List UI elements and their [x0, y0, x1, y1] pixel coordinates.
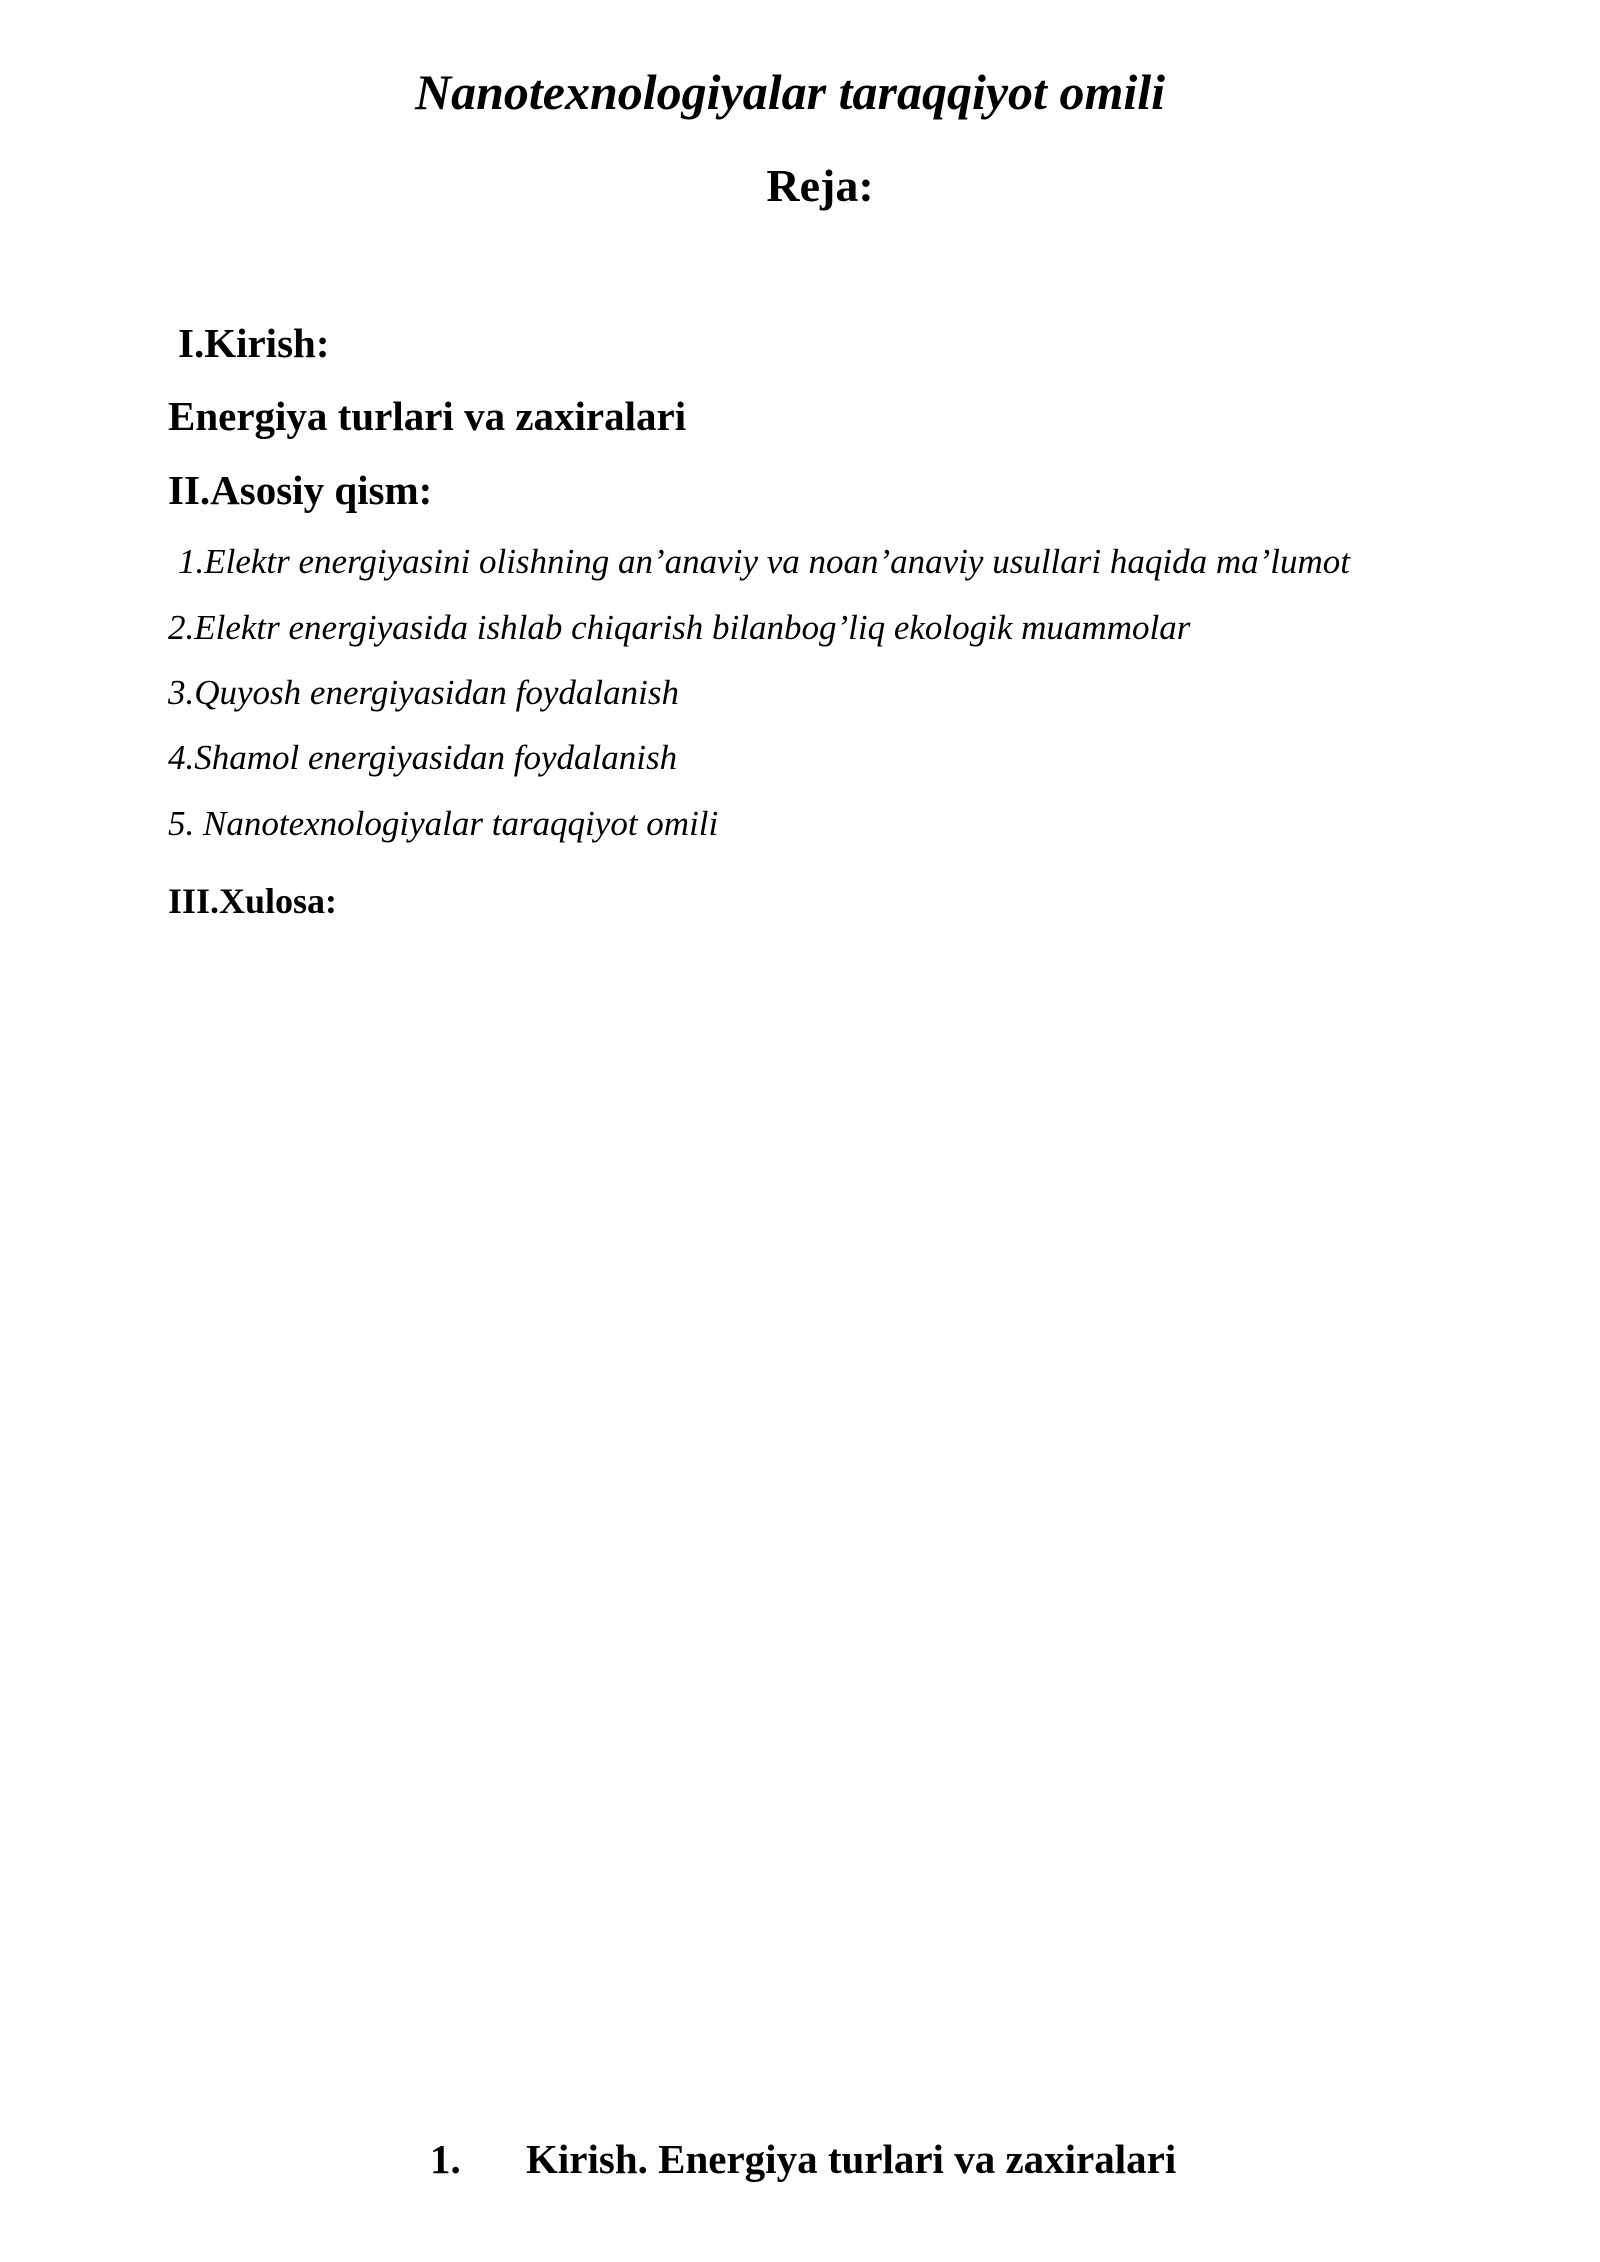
conclusion-heading: III.Xulosa:: [168, 881, 338, 921]
document-title: Nanotexnologiyalar taraqqiyot omili: [414, 64, 1166, 120]
section-title: Kirish. Energiya turlari va zaxiralari: [526, 2136, 1177, 2182]
intro-heading: I.Kirish:: [178, 320, 330, 366]
plan-heading: Reja:: [766, 160, 874, 211]
main-part-heading: II.Asosiy qism:: [168, 467, 433, 513]
plan-item-5: 5. Nanotexnologiyalar taraqqiyot omili: [168, 804, 719, 843]
plan-item-4: 4.Shamol energiyasidan foydalanish: [168, 738, 678, 777]
intro-topic: Energiya turlari va zaxiralari: [168, 393, 687, 439]
section-number: 1.: [430, 2136, 461, 2182]
plan-item-2: 2.Elektr energiyasida ishlab chiqarish bilanbog’liq ekologik muammolar: [168, 608, 1191, 647]
plan-item-3: 3.Quyosh energiyasidan foydalanish: [168, 673, 680, 712]
plan-item-1: 1.Elektr energiyasini olishning an’anaviy va noan’anaviy usullari haqida ma’lumot: [178, 542, 1351, 581]
